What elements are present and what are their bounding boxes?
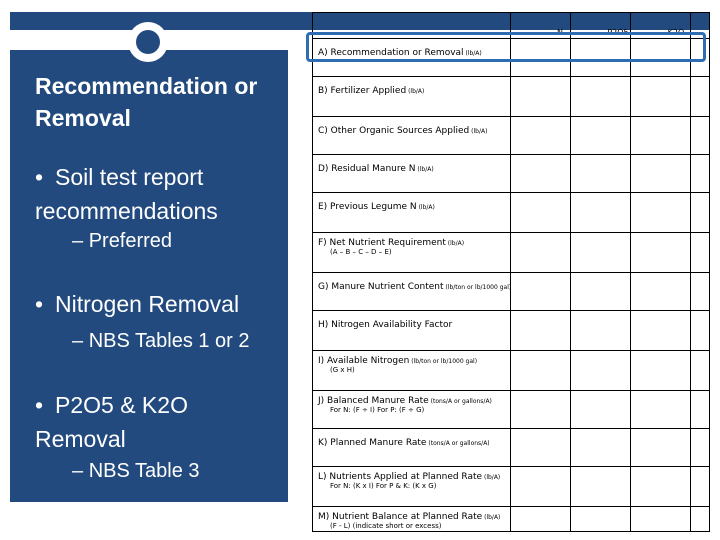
- bullet-soil-test: [35, 160, 285, 228]
- row-label-text: C) Other Organic Sources Applied: [318, 126, 470, 136]
- row-label-text: B) Fertilizer Applied: [318, 86, 407, 96]
- row-label-text: G) Manure Nutrient Content: [318, 282, 444, 292]
- table-row-label: [318, 238, 464, 256]
- row-unit-text: (lb/A): [469, 128, 488, 135]
- row-unit-text: (lb/A): [482, 514, 501, 521]
- subbullet-text: Preferred: [88, 230, 173, 252]
- bullet-text: Nitrogen Removal: [55, 291, 240, 317]
- subbullet-nbs-tables: – NBS Tables 1 or 2: [72, 330, 250, 352]
- row-unit-text: (tons/A or gallons/A): [426, 440, 490, 447]
- row-label-text: I) Available Nitrogen: [318, 356, 410, 366]
- table-row-label: [318, 396, 492, 414]
- table-row-label: [318, 472, 500, 490]
- bullet-icon: •: [35, 291, 44, 317]
- table-row-label: [318, 438, 490, 448]
- table-row-label: [318, 164, 434, 174]
- row-label-text: E) Previous Legume N: [318, 202, 417, 212]
- table-row-label: [318, 86, 424, 96]
- grid-line: [312, 192, 710, 193]
- row-unit-text: (lb/A): [482, 474, 501, 481]
- row-label-text: K) Planned Manure Rate: [318, 438, 427, 448]
- subbullet-preferred: – Preferred: [72, 230, 173, 252]
- row-label-text: A) Recommendation or Removal: [318, 48, 464, 58]
- grid-line: [312, 76, 710, 77]
- row-formula-text: (G x H): [330, 366, 355, 374]
- column-header-n: N: [557, 28, 563, 37]
- row-formula-text: For N: (F ÷ I) For P: (F ÷ G): [330, 406, 425, 414]
- row-label-text: F) Net Nutrient Requirement: [318, 238, 446, 248]
- grid-line: [312, 310, 710, 311]
- bullet-text: Soil test report recommendations: [35, 164, 218, 224]
- subbullet-nbs-table-3: – NBS Table 3: [72, 460, 200, 482]
- nutrient-worksheet-table: [312, 12, 710, 532]
- grid-line: [312, 466, 710, 467]
- grid-line: [312, 531, 710, 532]
- subbullet-text: NBS Table 3: [88, 460, 200, 482]
- grid-line: [312, 506, 710, 507]
- row-label-text: D) Residual Manure N: [318, 164, 416, 174]
- subbullet-text: NBS Tables 1 or 2: [88, 330, 250, 352]
- grid-line: [312, 232, 710, 233]
- row-label-text: M) Nutrient Balance at Planned Rate: [318, 512, 483, 522]
- bullet-nitrogen-removal: [35, 288, 285, 320]
- row-unit-text: (lb/A): [463, 50, 482, 57]
- row-formula-text: (F - L) (indicate short or excess): [330, 522, 442, 530]
- row-label-text: L) Nutrients Applied at Planned Rate: [318, 472, 483, 482]
- column-header-k2o: K2O: [667, 28, 685, 37]
- row-label-text: H) Nitrogen Availability Factor: [318, 320, 453, 330]
- column-header-p2o5: P2O5: [607, 28, 629, 37]
- slide-title: Recommendation or Removal: [35, 73, 258, 131]
- row-formula-text: (A – B – C – D – E): [330, 248, 392, 256]
- row-unit-text: (lb/ton or lb/1000 gal): [409, 358, 478, 365]
- table-row-label: [318, 126, 487, 136]
- table-row-label: [318, 320, 452, 330]
- table-row-label: [318, 512, 500, 530]
- bullet-icon: •: [35, 164, 44, 190]
- bullet-text: P2O5 & K2O Removal: [35, 392, 188, 452]
- grid-line: [312, 428, 710, 429]
- grid-line: [312, 350, 710, 351]
- bullet-p2o5-k2o-removal: [35, 388, 285, 456]
- row-label-text: J) Balanced Manure Rate: [318, 396, 429, 406]
- table-row-label: [318, 356, 477, 374]
- row-unit-text: (lb/A): [416, 204, 435, 211]
- table-row-label: [318, 202, 435, 212]
- table-row-label: [318, 282, 511, 292]
- row-formula-text: For N: (K x I) For P & K: (K x G): [330, 482, 437, 490]
- row-unit-text: (lb/ton or lb/1000 gal): [443, 284, 512, 291]
- row-unit-text: (tons/A or gallons/A): [428, 398, 492, 405]
- row-unit-text: (lb/A): [415, 166, 434, 173]
- row-unit-text: (lb/A): [406, 88, 425, 95]
- row-highlight-outline: [306, 32, 706, 62]
- grid-line: [312, 154, 710, 155]
- decorative-circle-icon: [130, 24, 166, 60]
- row-unit-text: (lb/A): [445, 240, 465, 247]
- grid-line: [312, 12, 710, 13]
- grid-line: [312, 390, 710, 391]
- grid-line: [312, 272, 710, 273]
- grid-line: [312, 116, 710, 117]
- bullet-icon: •: [35, 392, 44, 418]
